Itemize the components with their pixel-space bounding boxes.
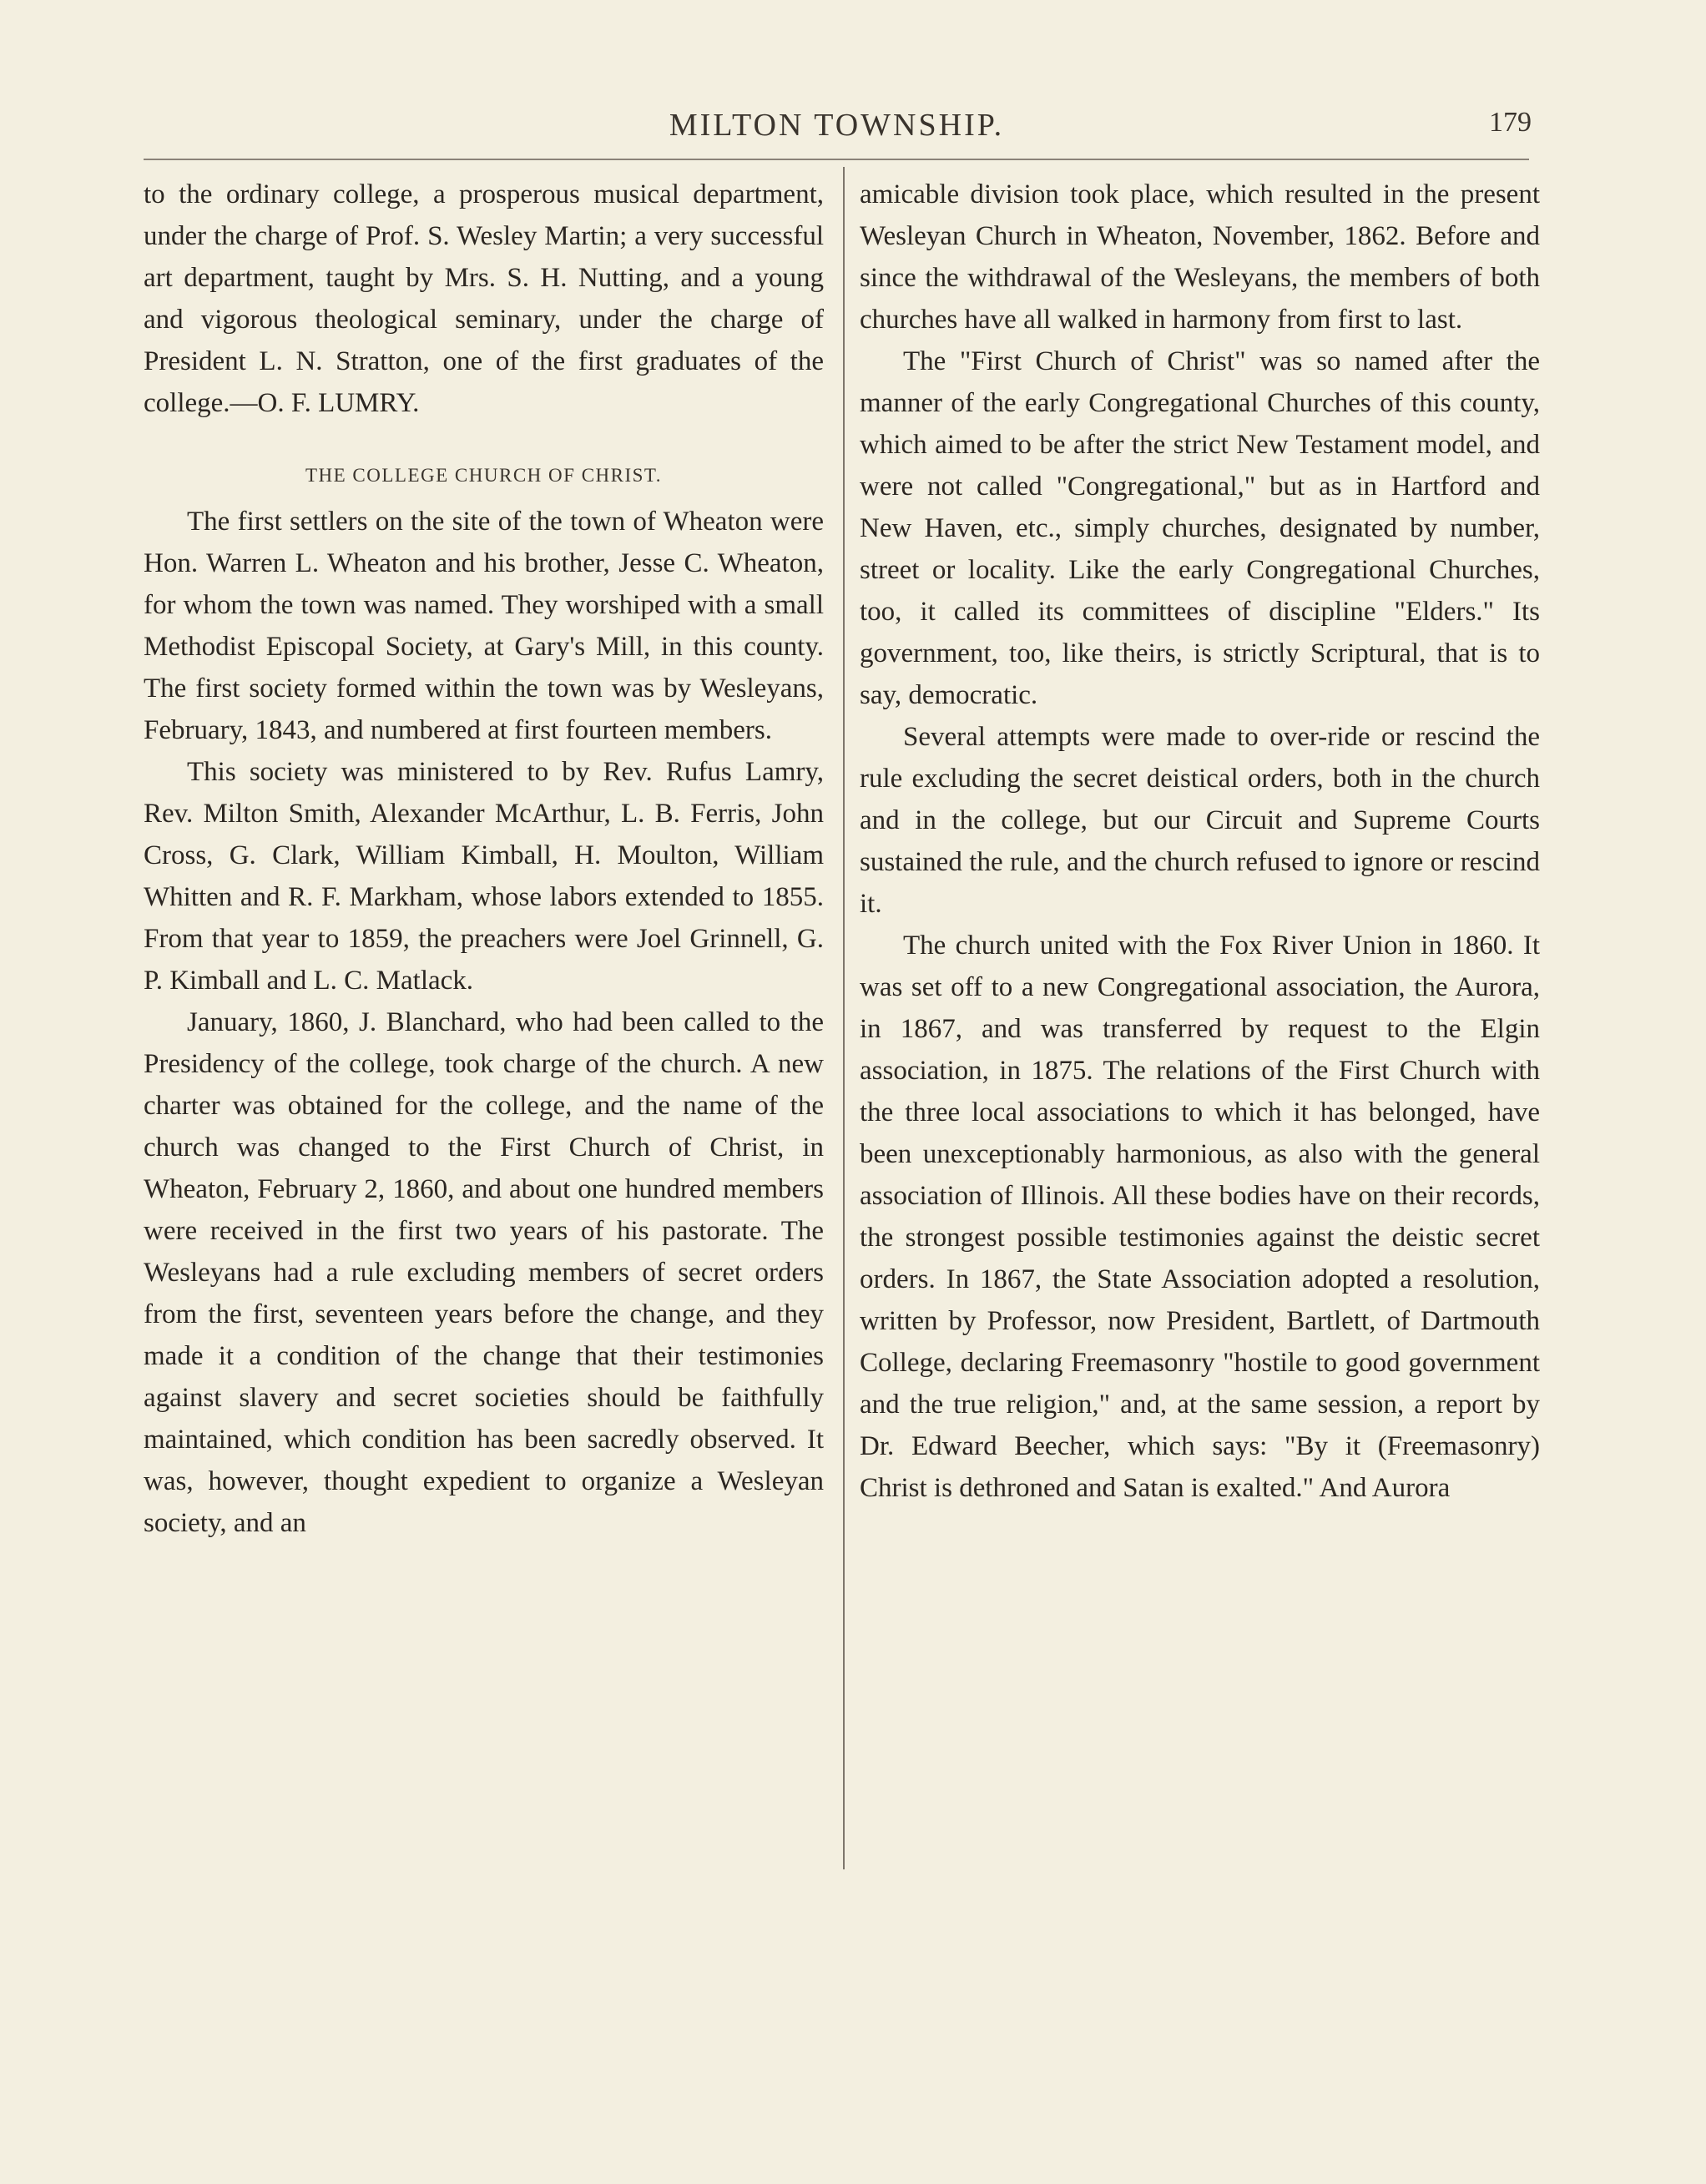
running-header bbox=[142, 107, 1532, 149]
paragraph: The church united with the Fox River Union in 1860. It was set off to a new Congregational association, the Aurora, in 1867, and was transferred by request to the Elgin association, in 1875. The relations of the First Church with the three local associations to which it has belonged, have been unexceptionably harmonious, as also with the general association of Illinois. All these bodies have on their records, the strongest possible testimonies against the deistic secret orders. In 1867, the State Association adopted a resolution, written by Professor, now President, Bartlett, of Dartmouth College, declaring Freemasonry "hostile to good government and the true religion," and, at the same session, a report by Dr. Edward Beecher, which says: "By it (Freemasonry) Christ is dethroned and Satan is exalted." And Aurora bbox=[860, 931, 1540, 1503]
paragraph: amicable division took place, which resulted in the present Wesleyan Church in Wheaton, November, 1862. Before and since the withdrawal of the Wesleyans, the members of both churches have all walked in harmony from first to last. bbox=[860, 179, 1540, 335]
right-column bbox=[860, 174, 1540, 1509]
left-column bbox=[144, 174, 824, 1544]
paragraph: This society was ministered to by Rev. Rufus Lamry, Rev. Milton Smith, Alexander McArthur, L. B. Ferris, John Cross, G. Clark, William Kimball, H. Moulton, William Whitten and R. F. Markham, whose labors extended to 1855. From that year to 1859, the preachers were Joel Grinnell, G. P. Kimball and L. C. Matlack. bbox=[144, 757, 824, 996]
header-rule bbox=[144, 159, 1529, 160]
paragraph: Several attempts were made to over-ride or rescind the rule excluding the secret deistical orders, both in the church and in the college, but our Circuit and Supreme Courts sustained the rule, and the church refused to ignore or rescind it. bbox=[860, 722, 1540, 919]
page-number: 179 bbox=[1489, 107, 1532, 138]
paragraph: to the ordinary college, a prosperous musical department, under the charge of Prof. S. Wesley Martin; a very successful art department, taught by Mrs. S. H. Nutting, and a young and vigorous theological seminary, under the charge of President L. N. Stratton, one of the first graduates of the college.—O. F. LUMRY. bbox=[144, 179, 824, 418]
paragraph: January, 1860, J. Blanchard, who had been called to the Presidency of the college, took charge of the church. A new charter was obtained for the college, and the name of the church was changed to the First Church of Christ, in Wheaton, February 2, 1860, and about one hundred members were received in the first two years of his pastorate. The Wesleyans had a rule excluding members of secret orders from the first, seventeen years before the change, and they made it a condition of the change that their testimonies against slavery and secret societies should be faithfully maintained, which condition has been sacredly observed. It was, however, thought expedient to organize a Wesleyan society, and an bbox=[144, 1007, 824, 1538]
running-title: MILTON TOWNSHIP. bbox=[669, 108, 1005, 143]
paragraph: The first settlers on the site of the town of Wheaton were Hon. Warren L. Wheaton and his brother, Jesse C. Wheaton, for whom the town was named. They worshiped with a small Methodist Episcopal Society, at Gary's Mill, in this county. The first society formed within the town was by Wesleyans, February, 1843, and numbered at first fourteen members. bbox=[144, 507, 824, 745]
section-heading: THE COLLEGE CHURCH OF CHRIST. bbox=[305, 465, 663, 486]
paragraph: The "First Church of Christ" was so named after the manner of the early Congregational Churches of this county, which aimed to be after the strict New Testament model, and were not called "Congregational," but as in Hartford and New Haven, etc., simply churches, designated by number, street or locality. Like the early Congregational Churches, too, it called its committees of discipline "Elders." Its government, too, like theirs, is strictly Scriptural, that is to say, democratic. bbox=[860, 346, 1540, 710]
column-divider bbox=[843, 167, 845, 1869]
